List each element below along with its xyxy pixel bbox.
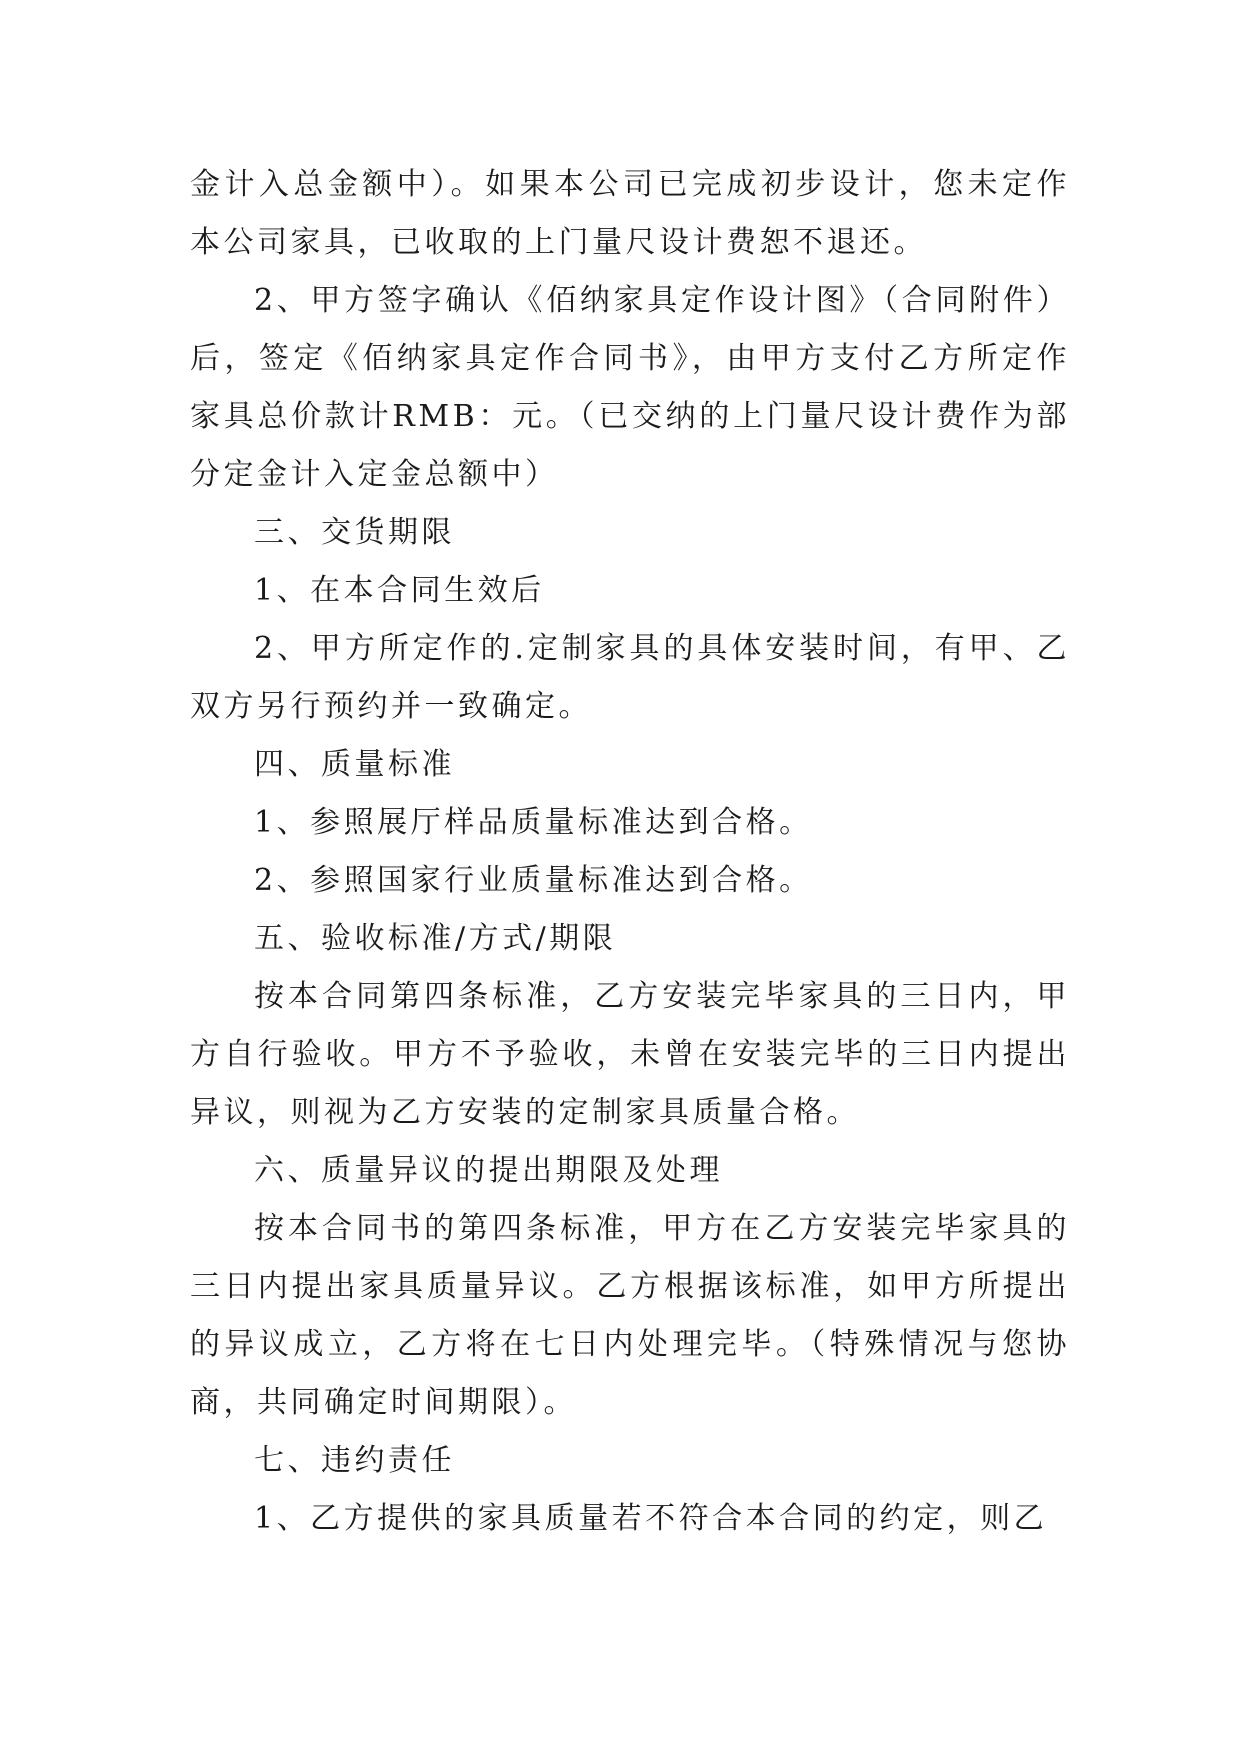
paragraph-7: 1、参照展厅样品质量标准达到合格。	[254, 805, 813, 840]
paragraph-12: 按本合同书的第四条标准，甲方在乙方安装完毕家具的三日内提出家具质量异议。乙方根据该标准，如甲方所提出的异议成立，乙方将在七日内处理完毕。（特殊情况与您协商，共同确定时间期限）。	[190, 1211, 1070, 1420]
paragraph-14: 1、乙方提供的家具质量若不符合本合同的约定，则乙	[254, 1501, 1048, 1536]
section-heading-5: 五、验收标准/方式/期限	[254, 921, 617, 956]
paragraph-2: 2、甲方签字确认《佰纳家具定作设计图》（合同附件）后，签定《佰纳家具定作合同书》，由甲方支付乙方所定作家具总价款计RMB：元。（已交纳的上门量尺设计费作为部分定金计入定金总额中）	[190, 283, 1070, 492]
section-heading-4: 四、质量标准	[254, 747, 455, 782]
document-body	[190, 156, 1070, 1548]
section-heading-6: 六、质量异议的提出期限及处理	[254, 1153, 723, 1188]
paragraph-8: 2、参照国家行业质量标准达到合格。	[254, 863, 813, 898]
paragraph-5: 2、甲方所定作的.定制家具的具体安装时间，有甲、乙双方另行预约并一致确定。	[190, 631, 1070, 724]
section-heading-3: 三、交货期限	[254, 515, 455, 550]
paragraph-1: 金计入总金额中）。如果本公司已完成初步设计，您未定作本公司家具，已收取的上门量尺设计费恕不退还。	[190, 167, 1070, 260]
paragraph-10: 按本合同第四条标准，乙方安装完毕家具的三日内，甲方自行验收。甲方不予验收，未曾在安装完毕的三日内提出异议，则视为乙方安装的定制家具质量合格。	[190, 979, 1070, 1130]
section-heading-7: 七、违约责任	[254, 1443, 455, 1478]
paragraph-4: 1、在本合同生效后	[254, 573, 545, 608]
